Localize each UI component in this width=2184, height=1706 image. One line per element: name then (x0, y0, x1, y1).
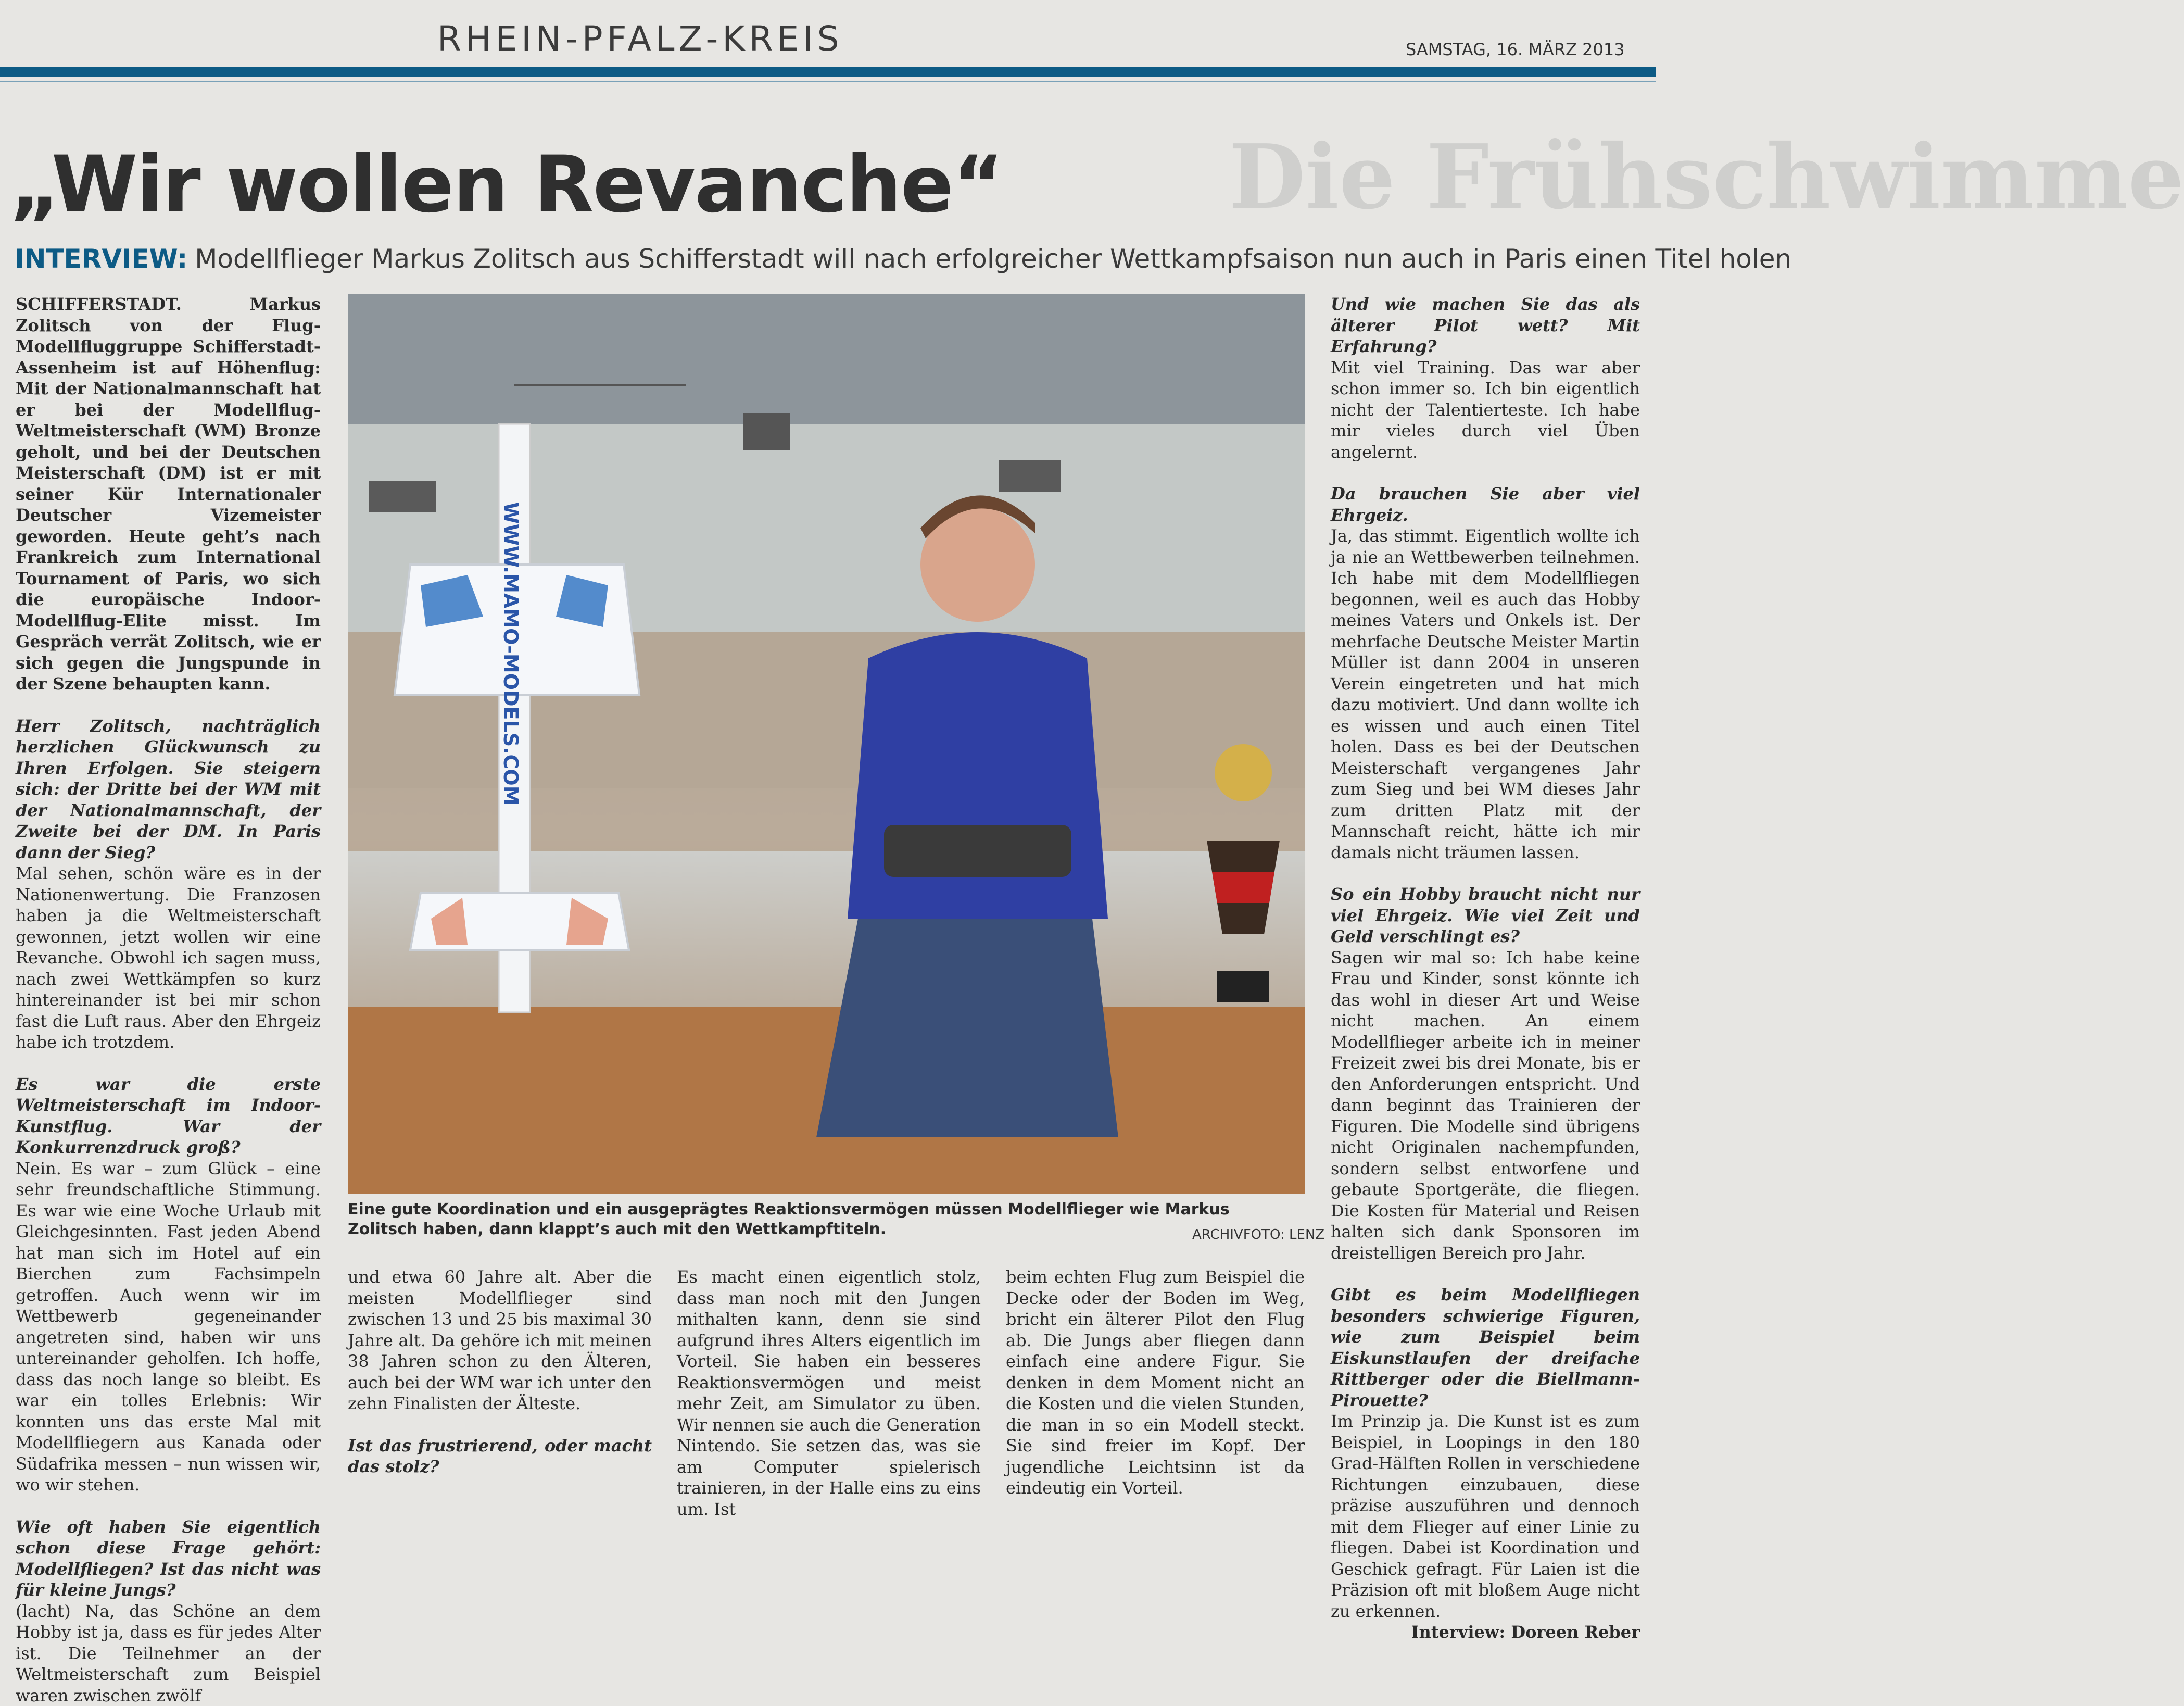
question-5: Und wie machen Sie das als älterer Pilot wett? Mit Erfahrung? (1331, 294, 1640, 357)
answer-6: Ja, das stimmt. Eigentlich wollte ich ja nie an Wettbewerben teilnehmen. Ich habe mit dem Modellfliegen begonnen, weil es auch das Hobby meines Vaters und Onkels ist. Der mehrfache Deutsche Meister Martin Müller ist dann 2004 in unseren Verein eingetreten und hat mich dazu motiviert. Und dann wollte ich es wissen und auch einen Titel holen. Dass es bei der Deutschen Meisterschaft vergangenes Jahr zum Sieg und bei WM dieses Jahr zum dritten Platz mit der Mannschaft reicht, hätte ich mir damals nicht träumen lassen. (1331, 525, 1640, 863)
answer-5: Mit viel Training. Das war aber schon immer so. Ich bin eigentlich nicht der Talentierteste. Ich habe mir vieles durch viel Üben angelernt. (1331, 357, 1640, 463)
photo-caption: Eine gute Koordination und ein ausgeprägtes Reaktionsvermögen müssen Modellflieger wie Markus Zolitsch haben, dann klappt’s auch mit den Wettkampftiteln. (348, 1200, 1305, 1239)
subline-text: Modellflieger Markus Zolitsch aus Schifferstadt will nach erfolgreicher Wettkampfsaison nun auch in Paris einen Titel holen (195, 244, 1791, 274)
question-6: Da brauchen Sie aber viel Ehrgeiz. (1331, 483, 1640, 525)
article-subline (15, 244, 1791, 274)
answer-3-continued: und etwa 60 Jahre alt. Aber die meisten Modellflieger sind zwischen 13 und 25 bis maximal 30 Jahre alt. Da gehöre ich mit meinen 38 Jahren schon zu den Älteren, auch bei der WM war ich unter den zehn Finalisten der Älteste. (348, 1266, 652, 1414)
article-headline: „Wir wollen Revanche“ (9, 140, 1003, 230)
column-5 (1331, 294, 1640, 1643)
section-title: RHEIN-PFALZ-KREIS (437, 19, 843, 59)
article-photo (348, 294, 1305, 1194)
column-1 (16, 294, 321, 1706)
question-3: Wie oft haben Sie eigentlich schon diese Frage gehört: Modellfliegen? Ist das nicht was für kleine Jungs? (16, 1516, 321, 1601)
hall-vent (999, 460, 1061, 492)
question-4: Ist das frustrierend, oder macht das stolz? (348, 1435, 652, 1477)
column-4 (1006, 1266, 1305, 1499)
question-8: Gibt es beim Modellfliegen besonders schwierige Figuren, wie zum Beispiel beim Eiskunstlaufen der dreifache Rittberger oder die Biellmann-Pirouette? (1331, 1284, 1640, 1411)
lead-paragraph: SCHIFFERSTADT. Markus Zolitsch von der Flug-Modellfluggruppe Schifferstadt-Assenheim ist auf Höhenflug: Mit der Nationalmannschaft hat er bei der Modellflug-Weltmeisterschaft (WM) Bronze geholt, und bei der Deutschen Meisterschaft (DM) ist er mit seiner Kür Internationaler Deutscher Vizemeister geworden. Heute geht’s nach Frankreich zum International Tournament of Paris, wo sich die europäische Indoor-Modellflug-Elite misst. Im Gespräch verrät Zolitsch, wie er sich gegen die Jungspunde in der Szene behaupten kann. (16, 294, 321, 695)
hall-vent (743, 413, 790, 450)
author-signature: Interview: Doreen Reber (1331, 1622, 1640, 1643)
issue-date: SAMSTAG, 16. MÄRZ 2013 (1406, 40, 1625, 59)
question-2: Es war die erste Weltmeisterschaft im Indoor-Kunstflug. War der Konkurrenzdruck groß? (16, 1074, 321, 1158)
photo-illustration (348, 294, 1305, 1194)
masthead-rule (0, 67, 1656, 77)
kicker-label: INTERVIEW: (15, 244, 187, 274)
ghost-headline-bleedthrough: Die Frühschwimme (1229, 125, 2184, 229)
answer-1: Mal sehen, schön wäre es in der Nationenwertung. Die Franzosen haben ja die Weltmeisterschaft gewonnen, jetzt wollen wir eine Revanche. Obwohl ich sagen muss, nach zwei Wettkämpfen so kurz hintereinander ist bei mir schon fast die Luft raus. Aber den Ehrgeiz habe ich trotzdem. (16, 863, 321, 1053)
masthead-rule-thin (0, 81, 1656, 82)
question-1: Herr Zolitsch, nachträglich herzlichen Glückwunsch zu Ihren Erfolgen. Sie steigern sich: der Dritte bei der WM mit der Nationalmannschaft, der Zweite bei der DM. In Paris dann der Sieg? (16, 716, 321, 863)
trophy (1207, 744, 1280, 1002)
photo-credit: ARCHIVFOTO: LENZ (1192, 1227, 1324, 1243)
column-3 (677, 1266, 981, 1520)
column-2 (348, 1266, 652, 1477)
answer-2: Nein. Es war – zum Glück – eine sehr freundschaftliche Stimmung. Es war wie eine Woche Urlaub mit Gleichgesinnten. Fast jeden Abend hat man sich im Hotel auf ein Bierchen zum Fachsimpeln getroffen. Auch wenn wir im Wettbewerb gegeneinander angetreten sind, haben wir uns untereinander geholfen. Ich hoffe, dass das noch lange so bleibt. Es war ein tolles Erlebnis: Wir konnten uns das erste Mal mit Modellfliegern aus Kanada oder Südafrika messen – nun wissen wir, wo wir stehen. (16, 1158, 321, 1496)
answer-4: Es macht einen eigentlich stolz, dass man noch mit den Jungen mithalten kann, denn sie sind aufgrund ihres Alters eigentlich im Vorteil. Sie haben ein besseres Reaktionsvermögen und meist mehr Zeit, am Simulator zu üben. Wir nennen sie auch die Generation Nintendo. Sie setzen das, was sie am Computer spielerisch trainieren, in der Halle eins zu eins um. Ist (677, 1266, 981, 1520)
question-7: So ein Hobby braucht nicht nur viel Ehrgeiz. Wie viel Zeit und Geld verschlingt es? (1331, 884, 1640, 947)
answer-8: Im Prinzip ja. Die Kunst ist es zum Beispiel, in Loopings in den 180 Grad-Hälften Rollen in verschiedene Richtungen einzubauen, diese präzise auszuführen und dennoch mit dem Flieger auf einer Linie zu fliegen. Dabei ist Koordination und Geschick gefragt. Für Laien ist die Präzision oft mit bloßem Auge nicht zu erkennen. (1331, 1411, 1640, 1622)
plane-url-text: WWW.MAMO-MODELS.COM (499, 502, 522, 806)
remote-control (884, 825, 1071, 877)
answer-7: Sagen wir mal so: Ich habe keine Frau und Kinder, sonst könnte ich das wohl in dieser Art und Weise nicht machen. An einem Modellflieger arbeite ich in meiner Freizeit zwei bis drei Monate, bis er den Anforderungen entspricht. Und dann beginnt das Trainieren der Figuren. Die Modelle sind übrigens nicht Originalen nachempfunden, sondern selbst entworfene und gebaute Sportgeräte, die fliegen. Die Kosten für Material und Reisen halten sich dank Sponsoren im dreistelligen Bereich pro Jahr. (1331, 947, 1640, 1264)
hall-vent (369, 481, 436, 512)
answer-3: (lacht) Na, das Schöne an dem Hobby ist ja, dass es für jedes Alter ist. Die Teilnehmer an der Weltmeisterschaft zum Beispiel waren zwischen zwölf (16, 1601, 321, 1706)
answer-4-continued: beim echten Flug zum Beispiel die Decke oder der Boden im Weg, bricht ein älterer Pilot den Flug ab. Die Jungs aber fliegen dann einfach eine andere Figur. Sie denken in dem Moment nicht an die Kosten und die vielen Stunden, die man in so ein Modell steckt. Sie sind freier im Kopf. Der jugendliche Leichtsinn ist da eindeutig ein Vorteil. (1006, 1266, 1305, 1499)
